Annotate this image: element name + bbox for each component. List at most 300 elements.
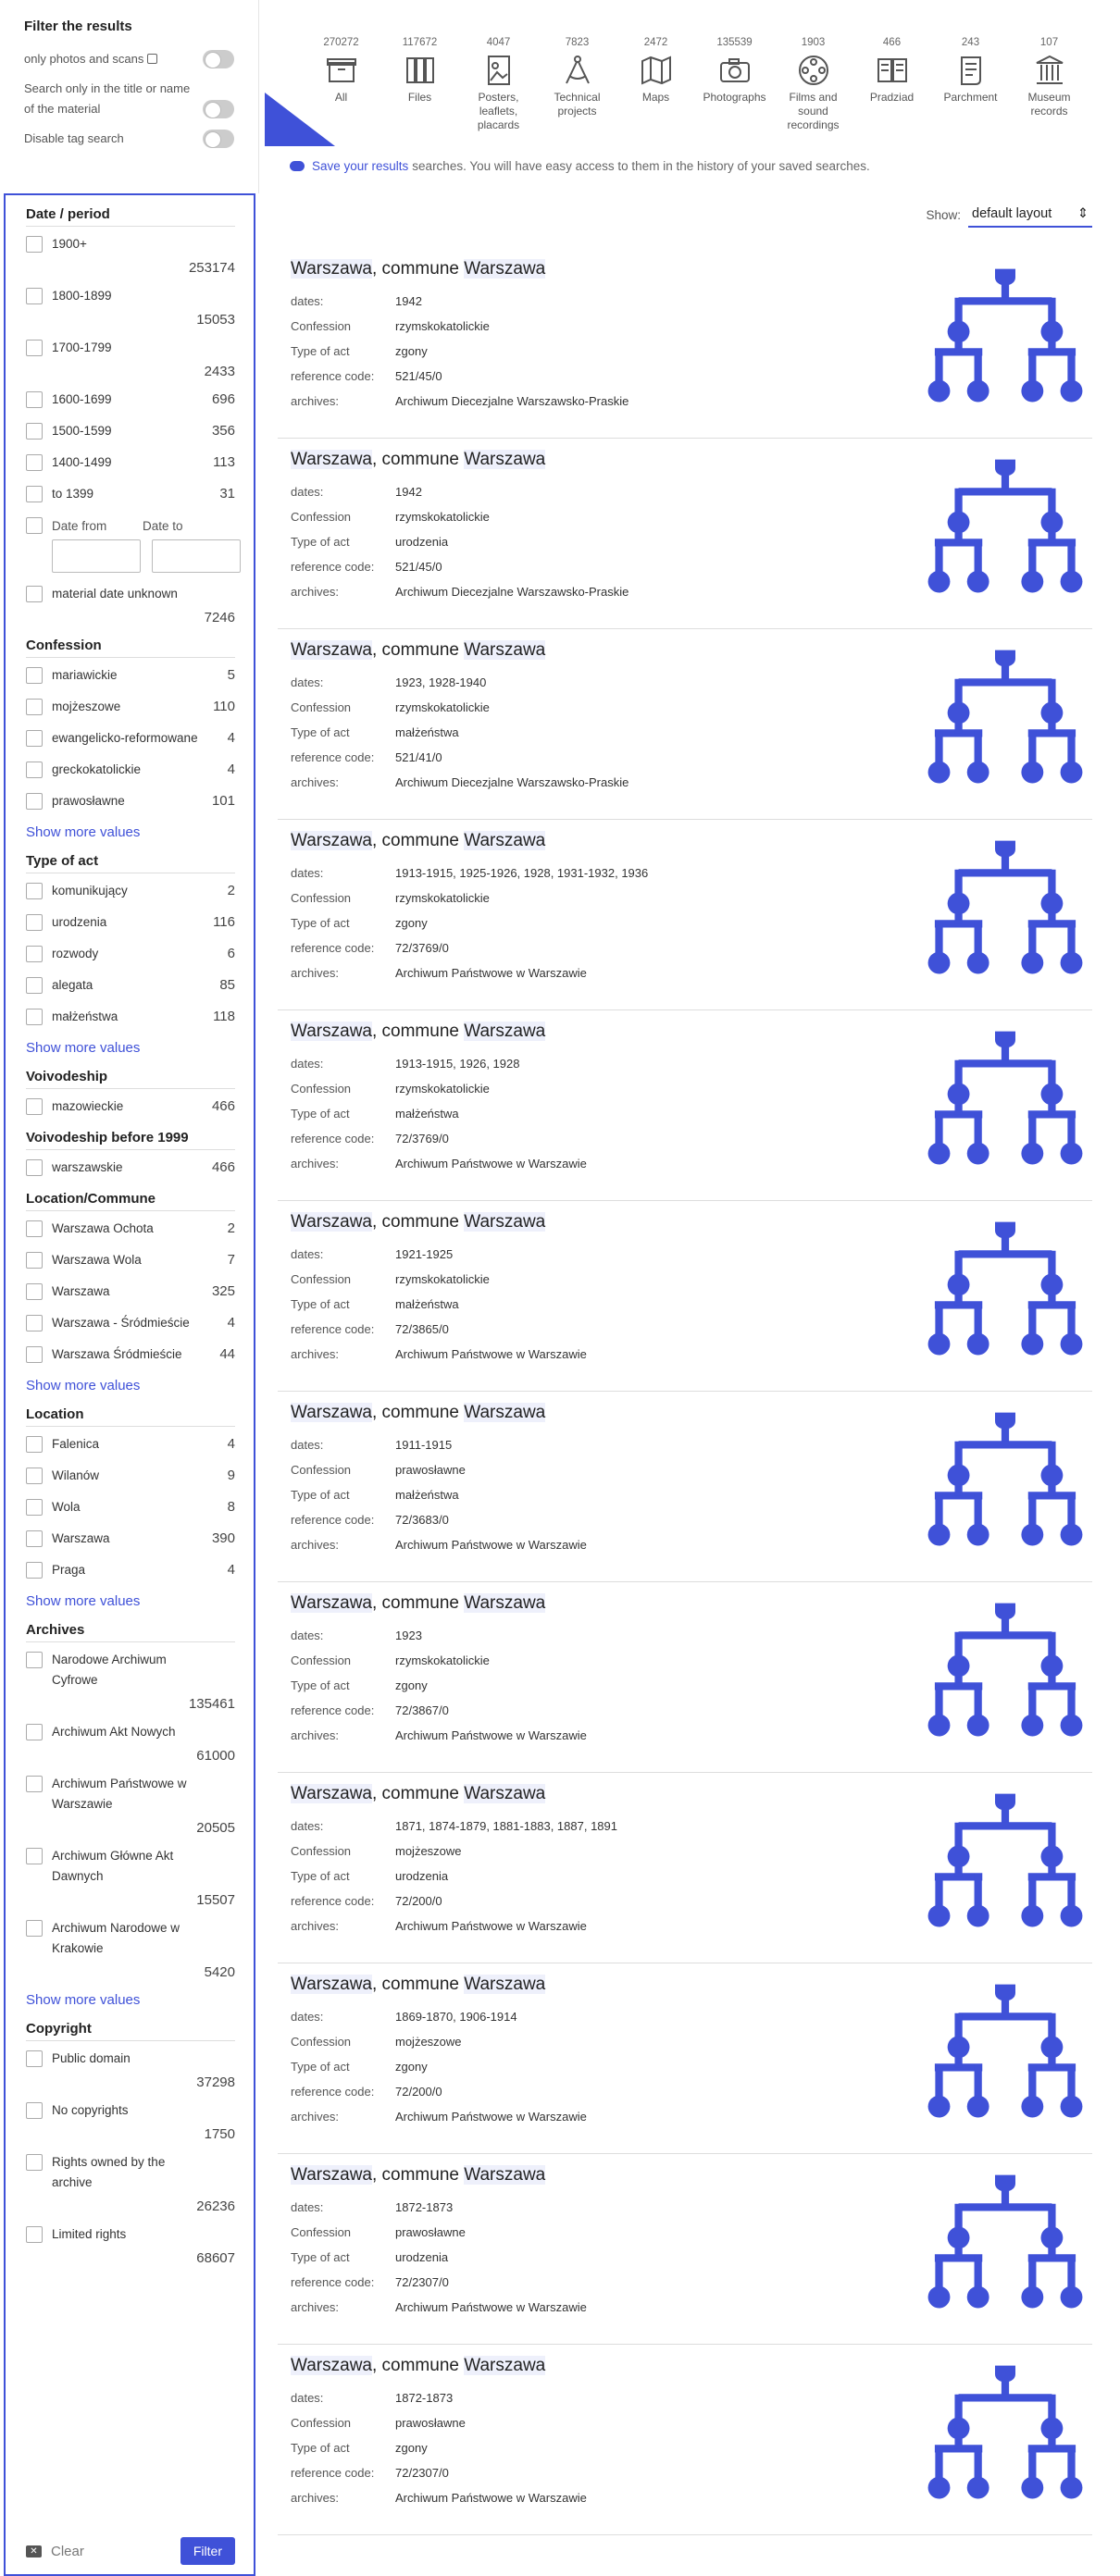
checkbox[interactable] (26, 1530, 43, 1547)
facet-label: mojżeszowe (52, 700, 121, 713)
section-title-voivodeship: Voivodeship (26, 1069, 235, 1089)
facet-label: Wola (52, 1500, 81, 1514)
facet-label: 1900+ (52, 237, 87, 251)
facet-label: 1600-1699 (52, 392, 112, 406)
field-value: rzymskokatolickie (395, 510, 490, 524)
checkbox[interactable] (26, 1562, 43, 1579)
facet-label: Archiwum Główne Akt Dawnych (52, 1849, 174, 1883)
title-commune: Warszawa (464, 2165, 546, 2185)
field-label: dates: (291, 2200, 324, 2214)
field-label: reference code: (291, 1703, 375, 1717)
checkbox[interactable] (26, 1848, 43, 1864)
field-value: 72/200/0 (395, 1894, 442, 1908)
checkbox[interactable] (26, 1252, 43, 1269)
checkbox[interactable] (26, 1346, 43, 1363)
title-commune: Warszawa (464, 640, 546, 660)
title-sep: , commune (371, 2165, 465, 2185)
date-from-label: Date from (52, 518, 107, 533)
title-sep: , commune (371, 1212, 465, 1232)
checkbox[interactable] (26, 486, 43, 502)
save-results-link[interactable]: Save your results (312, 159, 409, 173)
field-label: Type of act (291, 1107, 350, 1121)
field-label: Confession (291, 1082, 352, 1096)
checkbox[interactable] (26, 1436, 43, 1453)
facet-option[interactable] (26, 1346, 235, 1365)
family-tree-icon (924, 1214, 1087, 1364)
facet-option[interactable] (26, 340, 235, 382)
facet-label: rozwody (52, 947, 99, 960)
field-value: 521/45/0 (395, 560, 442, 574)
field-label: Confession (291, 1653, 352, 1667)
checkbox[interactable] (26, 667, 43, 684)
facet-count: 4 (227, 762, 235, 777)
facet-option[interactable] (26, 486, 235, 504)
facet-option[interactable] (26, 423, 235, 441)
date-inputs (52, 539, 235, 573)
field-value: zgony (395, 1678, 428, 1692)
field-label: dates: (291, 1438, 324, 1452)
field-value: małżeństwa (395, 1488, 459, 1502)
field-label: dates: (291, 2010, 324, 2024)
facet-count: 37298 (196, 2074, 235, 2090)
checkbox[interactable] (26, 1159, 43, 1176)
checkbox[interactable] (26, 288, 43, 304)
title-commune: Warszawa (464, 2356, 546, 2375)
date-to-input[interactable] (152, 539, 241, 573)
facet-option[interactable] (26, 1848, 235, 1911)
field-value: 1911-1915 (395, 1438, 453, 1452)
family-tree-icon (924, 1405, 1087, 1554)
title-sep: , commune (371, 831, 465, 850)
title-sep: , commune (371, 1403, 465, 1422)
only-photos-row (24, 49, 234, 69)
field-label: Type of act (291, 535, 350, 549)
title-commune: Warszawa (464, 1403, 546, 1422)
facet-option[interactable] (26, 1436, 235, 1455)
checkbox[interactable] (26, 699, 43, 715)
material-type-label: Films and sound recordings (787, 91, 840, 131)
material-type-9[interactable] (1010, 37, 1089, 132)
result-item[interactable] (278, 2345, 1092, 2535)
field-value: 72/3867/0 (395, 1703, 449, 1717)
checkbox[interactable] (26, 1220, 43, 1237)
facet-option[interactable] (26, 1220, 235, 1239)
title-commune: Warszawa (464, 1593, 546, 1613)
facet-label: 1500-1599 (52, 424, 112, 438)
checkbox[interactable] (26, 977, 43, 994)
facet-option[interactable] (26, 1159, 235, 1178)
field-value: 1913-1915, 1926, 1928 (395, 1057, 520, 1071)
title-commune: Warszawa (464, 1022, 546, 1041)
field-value: zgony (395, 344, 428, 358)
facet-option[interactable] (26, 1530, 235, 1549)
checkbox[interactable] (26, 2102, 43, 2119)
title-place: Warszawa (291, 259, 372, 279)
facet-count: 253174 (188, 260, 235, 276)
family-tree-icon (924, 1595, 1087, 1745)
facet-option[interactable] (26, 288, 235, 330)
facet-option[interactable] (26, 1098, 235, 1117)
field-value: 1942 (395, 294, 422, 308)
facet-count: 2 (227, 883, 235, 898)
search-title-label: Search only in the title or name of the material (24, 81, 191, 116)
material-type-2[interactable] (459, 37, 538, 132)
date-unknown-option[interactable] (26, 586, 235, 628)
result-item[interactable] (278, 439, 1092, 629)
field-value: 1942 (395, 485, 422, 499)
section-title-confession: Confession (26, 638, 235, 658)
result-item[interactable] (278, 1010, 1092, 1201)
material-type-0[interactable] (302, 37, 380, 132)
facet-option[interactable] (26, 1252, 235, 1270)
field-value: 1913-1915, 1925-1926, 1928, 1931-1932, 1936 (395, 866, 649, 880)
result-item[interactable] (278, 248, 1092, 439)
checkbox[interactable] (26, 2154, 43, 2171)
field-value: urodzenia (395, 2250, 449, 2264)
title-sep: , commune (371, 2356, 465, 2375)
family-tree-icon (924, 261, 1087, 411)
facet-option[interactable] (26, 2226, 235, 2269)
facet-count: 2433 (204, 364, 235, 379)
checkbox[interactable] (26, 391, 43, 408)
facet-option[interactable] (26, 730, 235, 749)
title-commune: Warszawa (464, 450, 546, 469)
result-item[interactable] (278, 1773, 1092, 1963)
checkbox[interactable] (26, 883, 43, 899)
field-value: 72/2307/0 (395, 2466, 449, 2480)
disable-tag-toggle[interactable] (203, 130, 234, 148)
field-value: zgony (395, 2441, 428, 2455)
facet-label: 1800-1899 (52, 289, 112, 303)
show-more-location[interactable]: Show more values (26, 1593, 141, 1609)
facet-option[interactable] (26, 2154, 235, 2217)
field-label: dates: (291, 866, 324, 880)
facet-option[interactable] (26, 699, 235, 717)
section-title-archives: Archives (26, 1622, 235, 1642)
field-value: rzymskokatolickie (395, 1272, 490, 1286)
facet-count: 2 (227, 1220, 235, 1236)
disable-tag-label: Disable tag search (24, 131, 124, 145)
facet-count: 4 (227, 1436, 235, 1452)
facet-filter-box (4, 193, 255, 2576)
show-more-location-commune[interactable]: Show more values (26, 1378, 141, 1393)
section-title-date: Date / period (26, 206, 235, 227)
checkbox[interactable] (26, 236, 43, 253)
facet-count: 7246 (204, 610, 235, 625)
title-place: Warszawa (291, 1593, 372, 1613)
field-value: rzymskokatolickie (395, 1082, 490, 1096)
field-label: reference code: (291, 2085, 375, 2099)
checkbox[interactable] (26, 1652, 43, 1668)
title-place: Warszawa (291, 640, 372, 660)
field-label: Confession (291, 319, 352, 333)
field-value: Archiwum Państwowe w Warszawie (395, 1538, 587, 1552)
checkbox[interactable] (26, 454, 43, 471)
field-label: archives: (291, 1728, 340, 1742)
material-type-count: 7823 (565, 37, 590, 48)
section-title-copyright: Copyright (26, 2021, 235, 2041)
field-label: Type of act (291, 1678, 350, 1692)
date-range-row (26, 517, 235, 534)
date-from-input[interactable] (52, 539, 141, 573)
title-commune: Warszawa (464, 1784, 546, 1803)
filter-button[interactable]: Filter (180, 2537, 235, 2565)
checkbox[interactable] (26, 1499, 43, 1516)
facet-label: alegata (52, 978, 93, 992)
field-label: Type of act (291, 1488, 350, 1502)
facet-label: warszawskie (52, 1160, 123, 1174)
column-icon (1033, 54, 1066, 87)
field-label: reference code: (291, 1132, 375, 1146)
family-tree-icon (924, 1786, 1087, 1936)
facet-count: 390 (211, 1530, 235, 1546)
title-sep: , commune (371, 1593, 465, 1613)
facet-label: Public domain (52, 2051, 131, 2065)
field-label: archives: (291, 2491, 340, 2505)
facet-option[interactable] (26, 391, 235, 410)
facet-option[interactable] (26, 1776, 235, 1839)
field-label: reference code: (291, 1322, 375, 1336)
material-type-6[interactable] (774, 37, 852, 132)
checkbox[interactable] (26, 423, 43, 440)
checkbox[interactable] (26, 1724, 43, 1740)
clear-button[interactable] (26, 2544, 84, 2559)
title-place: Warszawa (291, 1975, 372, 1994)
family-tree-icon (924, 1976, 1087, 2126)
facet-option[interactable] (26, 1724, 235, 1766)
material-type-label: Files (407, 91, 432, 104)
checkbox[interactable] (26, 1315, 43, 1331)
facet-label: Archiwum Państwowe w Warszawie (52, 1777, 187, 1811)
family-tree-icon (924, 833, 1087, 983)
facet-label: No copyrights (52, 2103, 129, 2117)
checkbox[interactable] (26, 793, 43, 810)
facet-label: 1400-1499 (52, 455, 112, 469)
show-more-type-of-act[interactable]: Show more values (26, 1040, 141, 1056)
title-sep: , commune (371, 1975, 465, 1994)
family-tree-icon (924, 642, 1087, 792)
facet-option[interactable] (26, 1315, 235, 1333)
result-item[interactable] (278, 1201, 1092, 1392)
facet-option[interactable] (26, 883, 235, 901)
material-type-7[interactable] (852, 37, 931, 132)
section-title-voivodeship-1999: Voivodeship before 1999 (26, 1130, 235, 1150)
facet-option[interactable] (26, 1009, 235, 1027)
checkbox[interactable] (26, 1009, 43, 1025)
field-value: 72/3683/0 (395, 1513, 449, 1527)
facet-option[interactable] (26, 2102, 235, 2145)
checkbox[interactable] (26, 762, 43, 778)
facet-option[interactable] (26, 1283, 235, 1302)
field-label: archives: (291, 966, 340, 980)
facet-label: komunikujący (52, 884, 128, 898)
facet-label: Warszawa Śródmieście (52, 1347, 182, 1361)
search-title-toggle[interactable] (203, 100, 234, 118)
sort-arrows-icon: ⇕ (1076, 206, 1089, 221)
film-reel-icon (797, 54, 830, 87)
show-more-confession[interactable]: Show more values (26, 824, 141, 840)
facet-label: małżeństwa (52, 1009, 118, 1023)
facet-option[interactable] (26, 1562, 235, 1580)
title-place: Warszawa (291, 2356, 372, 2375)
material-type-label: Posters, leaflets, placards (477, 91, 520, 131)
result-item[interactable] (278, 1963, 1092, 2154)
field-value: rzymskokatolickie (395, 700, 490, 714)
material-type-5[interactable] (695, 37, 774, 132)
facet-option[interactable] (26, 762, 235, 780)
facet-count: 44 (219, 1346, 235, 1362)
results-list (278, 248, 1092, 2535)
camera-icon (718, 54, 752, 87)
section-title-location-commune: Location/Commune (26, 1191, 235, 1211)
facet-option[interactable] (26, 667, 235, 686)
facet-option[interactable] (26, 1499, 235, 1517)
field-label: reference code: (291, 2466, 375, 2480)
field-label: Type of act (291, 916, 350, 930)
result-item[interactable] (278, 1582, 1092, 1773)
only-photos-toggle[interactable] (203, 50, 234, 68)
facet-option[interactable] (26, 454, 235, 473)
material-type-label: All (334, 91, 348, 104)
checkbox[interactable] (26, 2050, 43, 2067)
facet-option[interactable] (26, 1920, 235, 1983)
title-sep: , commune (371, 640, 465, 660)
checkbox[interactable] (26, 1776, 43, 1792)
title-sep: , commune (371, 1022, 465, 1041)
title-sep: , commune (371, 1784, 465, 1803)
material-type-label: Technical projects (554, 91, 601, 118)
title-place: Warszawa (291, 831, 372, 850)
field-label: Type of act (291, 1297, 350, 1311)
facet-option[interactable] (26, 236, 235, 279)
facet-count: 110 (213, 699, 235, 714)
filter-footer (26, 2537, 235, 2565)
field-value: Archiwum Państwowe w Warszawie (395, 2300, 587, 2314)
family-tree-icon (924, 2358, 1087, 2508)
checkbox[interactable] (26, 914, 43, 931)
result-item[interactable] (278, 629, 1092, 820)
field-label: Confession (291, 2416, 352, 2430)
facet-option[interactable] (26, 1468, 235, 1486)
material-type-bar (278, 0, 1120, 148)
files-icon (404, 54, 437, 87)
facet-option[interactable] (26, 977, 235, 996)
facet-label: Limited rights (52, 2227, 127, 2241)
field-label: reference code: (291, 1894, 375, 1908)
book-icon (876, 54, 909, 87)
checkbox[interactable] (26, 1098, 43, 1115)
checkbox[interactable] (26, 1920, 43, 1937)
result-item[interactable] (278, 1392, 1092, 1582)
facet-option[interactable] (26, 2050, 235, 2093)
facet-option[interactable] (26, 793, 235, 811)
field-label: Confession (291, 700, 352, 714)
field-label: reference code: (291, 369, 375, 383)
facet-label: Praga (52, 1563, 86, 1577)
date-to-label: Date to (143, 518, 183, 533)
facet-count: 85 (219, 977, 235, 993)
title-place: Warszawa (291, 2165, 372, 2185)
field-value: małżeństwa (395, 725, 459, 739)
field-value: 1921-1925 (395, 1247, 454, 1261)
material-type-8[interactable] (931, 37, 1010, 132)
facet-option[interactable] (26, 914, 235, 933)
results-main (278, 0, 1120, 2505)
clear-label: Clear (51, 2543, 84, 2559)
section-title-type-of-act: Type of act (26, 853, 235, 873)
field-label: Type of act (291, 1869, 350, 1883)
facet-count: 68607 (196, 2250, 235, 2266)
facet-label: Warszawa - Śródmieście (52, 1316, 190, 1330)
facet-option[interactable] (26, 1652, 235, 1715)
layout-select[interactable] (968, 202, 1092, 228)
facet-option[interactable] (26, 946, 235, 964)
material-type-count: 243 (961, 37, 980, 48)
date-options (26, 236, 235, 504)
field-label: Type of act (291, 2250, 350, 2264)
checkbox[interactable] (26, 946, 43, 962)
checkbox[interactable] (26, 340, 43, 356)
field-value: małżeństwa (395, 1107, 459, 1121)
field-label: archives: (291, 1347, 340, 1361)
result-item[interactable] (278, 2154, 1092, 2345)
facet-label: prawosławne (52, 794, 125, 808)
material-type-1[interactable] (380, 37, 459, 132)
material-type-count: 135539 (716, 37, 753, 48)
facet-count: 26236 (196, 2198, 235, 2214)
title-place: Warszawa (291, 1022, 372, 1041)
field-value: mojżeszowe (395, 2035, 462, 2049)
field-value: Archiwum Państwowe w Warszawie (395, 1347, 587, 1361)
checkbox[interactable] (26, 2226, 43, 2243)
title-place: Warszawa (291, 1212, 372, 1232)
facet-count: 696 (211, 391, 235, 407)
field-value: Archiwum Państwowe w Warszawie (395, 1919, 587, 1933)
show-more-archives[interactable]: Show more values (26, 1992, 141, 2008)
checkbox[interactable] (26, 1283, 43, 1300)
checkbox[interactable] (26, 730, 43, 747)
result-item[interactable] (278, 820, 1092, 1010)
date-range-checkbox[interactable] (26, 517, 43, 534)
field-value: 72/3865/0 (395, 1322, 449, 1336)
material-type-label: Museum records (1027, 91, 1071, 118)
field-value: Archiwum Państwowe w Warszawie (395, 2110, 587, 2124)
checkbox[interactable] (26, 1468, 43, 1484)
field-label: Confession (291, 1272, 352, 1286)
material-type-4[interactable] (616, 37, 695, 132)
field-value: 72/2307/0 (395, 2275, 449, 2289)
material-type-count: 466 (882, 37, 902, 48)
facet-count: 1750 (204, 2126, 235, 2142)
field-label: Confession (291, 510, 352, 524)
field-label: reference code: (291, 560, 375, 574)
facet-label: ewangelicko-reformowane (52, 731, 198, 745)
field-value: Archiwum Diecezjalne Warszawsko-Praskie (395, 585, 629, 599)
material-type-count: 270272 (323, 37, 359, 48)
material-type-label: Parchment (943, 91, 998, 104)
title-place: Warszawa (291, 1403, 372, 1422)
field-value: zgony (395, 2060, 428, 2074)
field-value: rzymskokatolickie (395, 319, 490, 333)
field-value: Archiwum Państwowe w Warszawie (395, 1728, 587, 1742)
field-value: prawosławne (395, 2225, 466, 2239)
material-type-label: Maps (641, 91, 670, 104)
facet-label: Wilanów (52, 1468, 100, 1482)
material-type-3[interactable] (538, 37, 616, 132)
facet-count: 5420 (204, 1964, 235, 1980)
field-label: dates: (291, 2391, 324, 2405)
checkbox[interactable] (26, 586, 43, 602)
